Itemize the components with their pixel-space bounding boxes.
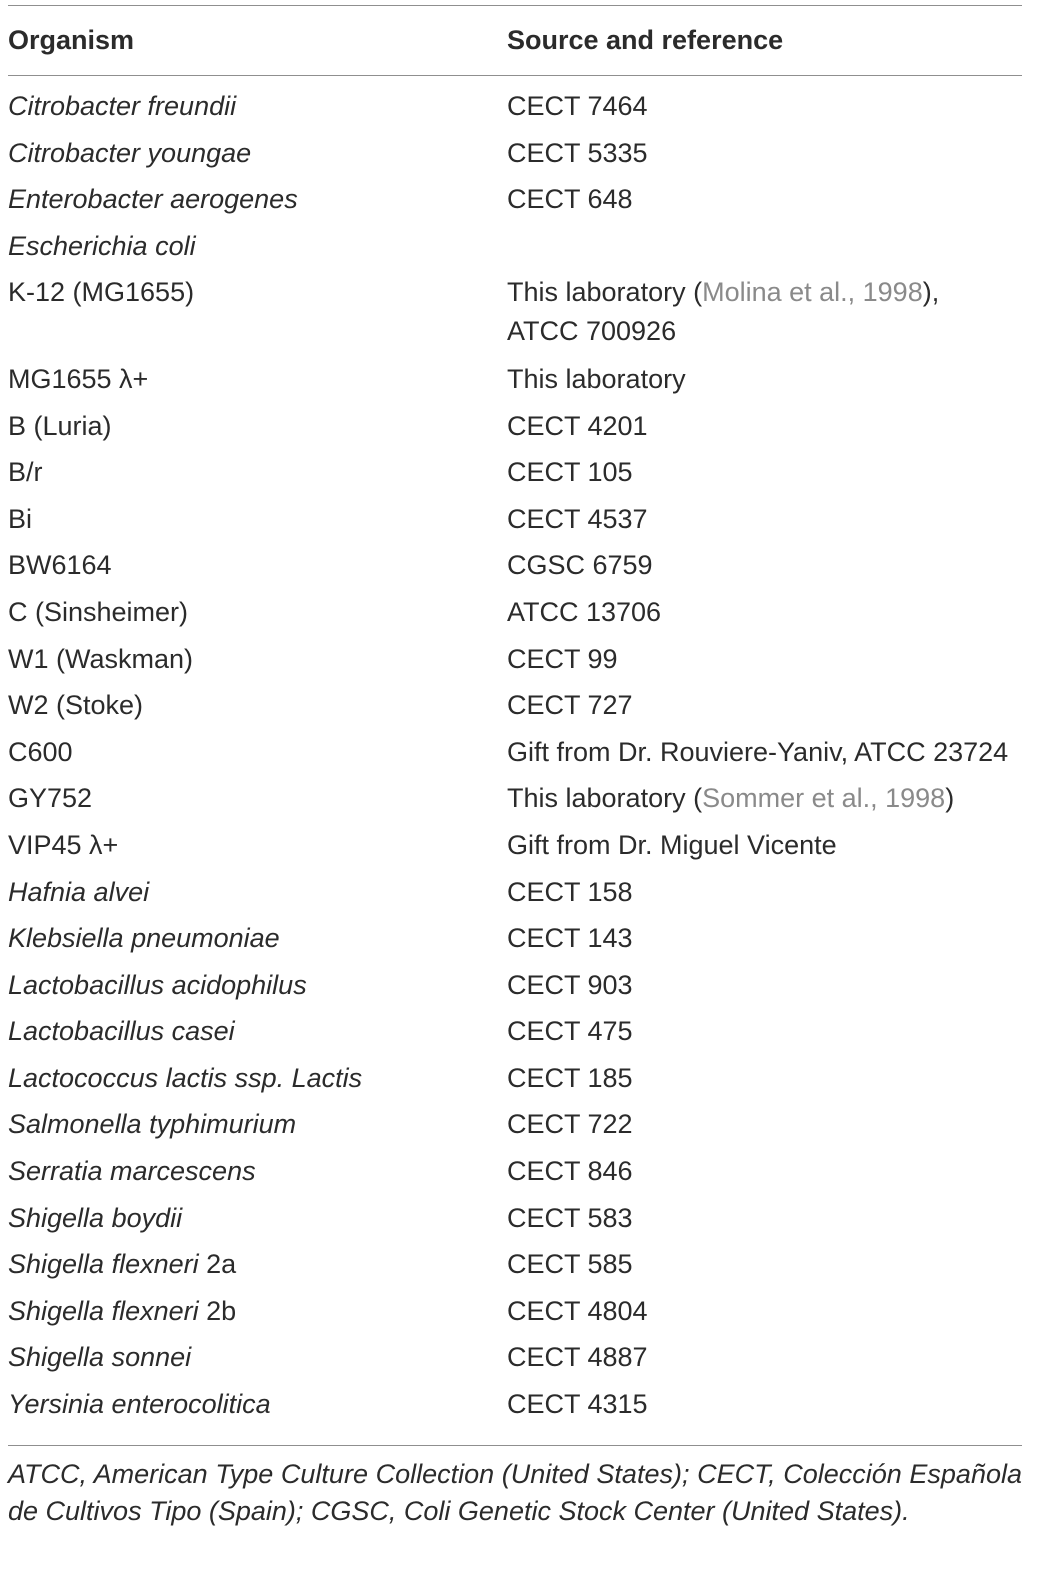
organism-cell: Enterobacter aerogenes — [8, 184, 298, 215]
source-cell: CECT 158 — [507, 876, 633, 907]
source-cell: CECT 5335 — [507, 137, 648, 168]
organism-serotype: 2b — [198, 1295, 237, 1326]
organism-cell: Yersinia enterocolitica — [8, 1389, 271, 1420]
organism-cell: C (Sinsheimer) — [8, 596, 189, 627]
organism-cell: Citrobacter freundii — [8, 91, 237, 121]
source-text: This laboratory ( — [507, 277, 703, 308]
organism-cell: B/r — [8, 457, 43, 488]
table-row — [0, 1152, 1043, 1199]
source-cell: CECT 585 — [507, 1249, 633, 1280]
table-row — [0, 134, 1043, 181]
organism-cell: MG1655 λ+ — [8, 363, 149, 394]
organism-cell: W1 (Waskman) — [8, 643, 194, 674]
source-cell: CECT 846 — [507, 1156, 633, 1187]
table-row — [0, 733, 1043, 780]
organism-cell: GY752 — [8, 783, 93, 814]
organism-cell: BW6164 — [8, 550, 112, 581]
reference-link[interactable]: Molina et al., 1998 — [702, 277, 923, 308]
top-rule — [8, 5, 1022, 6]
organism-genus-species: Shigella flexneri — [8, 1249, 199, 1280]
table-row — [0, 593, 1043, 640]
organism-cell: C600 — [8, 736, 73, 767]
source-cell: This laboratory — [507, 363, 686, 394]
organism-cell: Serratia marcescens — [8, 1156, 256, 1187]
source-cell: CECT 143 — [507, 923, 633, 954]
table-footnote: ATCC, American Type Culture Collection (United States); CECT, Colección Española de Cultivos Tipo (Spain); CGSC, Coli Genetic Stock Center (United States). — [8, 1459, 1022, 1526]
organism-cell: Hafnia alvei — [8, 876, 150, 907]
organism-serotype: 2a — [198, 1249, 237, 1280]
bottom-rule — [8, 1445, 1022, 1446]
source-cell: CECT 727 — [507, 690, 633, 721]
organism-cell: Escherichia coli — [8, 230, 196, 261]
table-row — [0, 686, 1043, 733]
source-cell: Gift from Dr. Rouviere-Yaniv, ATCC 23724 — [507, 736, 1009, 767]
source-cell — [507, 273, 939, 351]
source-text: ATCC 700926 — [507, 316, 677, 347]
source-cell: CECT 583 — [507, 1202, 633, 1233]
table-row — [0, 640, 1043, 687]
source-cell — [507, 779, 954, 818]
source-cell: CECT 475 — [507, 1016, 633, 1047]
source-cell: CECT 4315 — [507, 1389, 648, 1420]
table-row — [0, 1059, 1043, 1106]
table-row — [0, 1292, 1043, 1339]
table-row — [0, 966, 1043, 1013]
table-row — [0, 546, 1043, 593]
source-cell: CECT 4201 — [507, 410, 648, 441]
table-row — [0, 500, 1043, 547]
table-row — [0, 227, 1043, 274]
source-cell: CECT 99 — [507, 643, 618, 674]
table-row — [0, 919, 1043, 966]
organism-cell: Lactococcus lactis ssp. Lactis — [8, 1062, 363, 1093]
table-row — [0, 180, 1043, 227]
table-row — [0, 1385, 1043, 1432]
source-cell: CECT 4887 — [507, 1342, 648, 1373]
source-cell: CECT 722 — [507, 1109, 633, 1140]
header-source: Source and reference — [507, 25, 784, 55]
organism-cell — [8, 1245, 236, 1284]
table-row — [0, 360, 1043, 407]
organism-cell: Shigella boydii — [8, 1202, 183, 1233]
source-text: This laboratory ( — [507, 783, 703, 814]
source-text: ), — [922, 277, 940, 308]
organism-cell: Klebsiella pneumoniae — [8, 923, 280, 954]
organism-cell: Lactobacillus casei — [8, 1016, 235, 1047]
table-row — [0, 1199, 1043, 1246]
table-row — [0, 1105, 1043, 1152]
table-row — [0, 826, 1043, 873]
organism-cell: Citrobacter youngae — [8, 137, 252, 168]
source-cell: CECT 7464 — [507, 91, 648, 121]
table-row — [0, 1338, 1043, 1385]
source-cell: ATCC 13706 — [507, 596, 662, 627]
source-cell: Gift from Dr. Miguel Vicente — [507, 829, 837, 860]
table-row — [0, 407, 1043, 454]
header-rule — [8, 75, 1022, 76]
table-row — [0, 779, 1043, 826]
source-cell: CECT 185 — [507, 1062, 633, 1093]
source-cell: CECT 4804 — [507, 1295, 648, 1326]
table-row — [0, 273, 1043, 360]
source-text: ) — [945, 783, 955, 814]
organism-cell: W2 (Stoke) — [8, 690, 144, 721]
table-row — [0, 453, 1043, 500]
source-cell: CECT 105 — [507, 457, 633, 488]
source-cell: CECT 4537 — [507, 503, 648, 534]
table-row — [0, 1245, 1043, 1292]
organism-cell — [8, 1292, 236, 1331]
organism-cell: Bi — [8, 503, 33, 534]
table-body — [0, 87, 1043, 1432]
organism-cell: K-12 (MG1655) — [8, 277, 195, 308]
organism-cell: Lactobacillus acidophilus — [8, 969, 307, 1000]
source-cell: CECT 903 — [507, 969, 633, 1000]
table-row — [0, 87, 1043, 134]
source-cell: CGSC 6759 — [507, 550, 653, 581]
header-organism: Organism — [8, 25, 135, 55]
reference-link[interactable]: Sommer et al., 1998 — [702, 783, 946, 814]
organism-cell: Salmonella typhimurium — [8, 1109, 297, 1140]
organism-genus-species: Shigella flexneri — [8, 1295, 199, 1326]
organism-cell: VIP45 λ+ — [8, 829, 119, 860]
table-row — [0, 1012, 1043, 1059]
table-row — [0, 873, 1043, 920]
source-cell: CECT 648 — [507, 184, 633, 215]
organism-cell: B (Luria) — [8, 410, 112, 441]
organism-cell: Shigella sonnei — [8, 1342, 192, 1373]
